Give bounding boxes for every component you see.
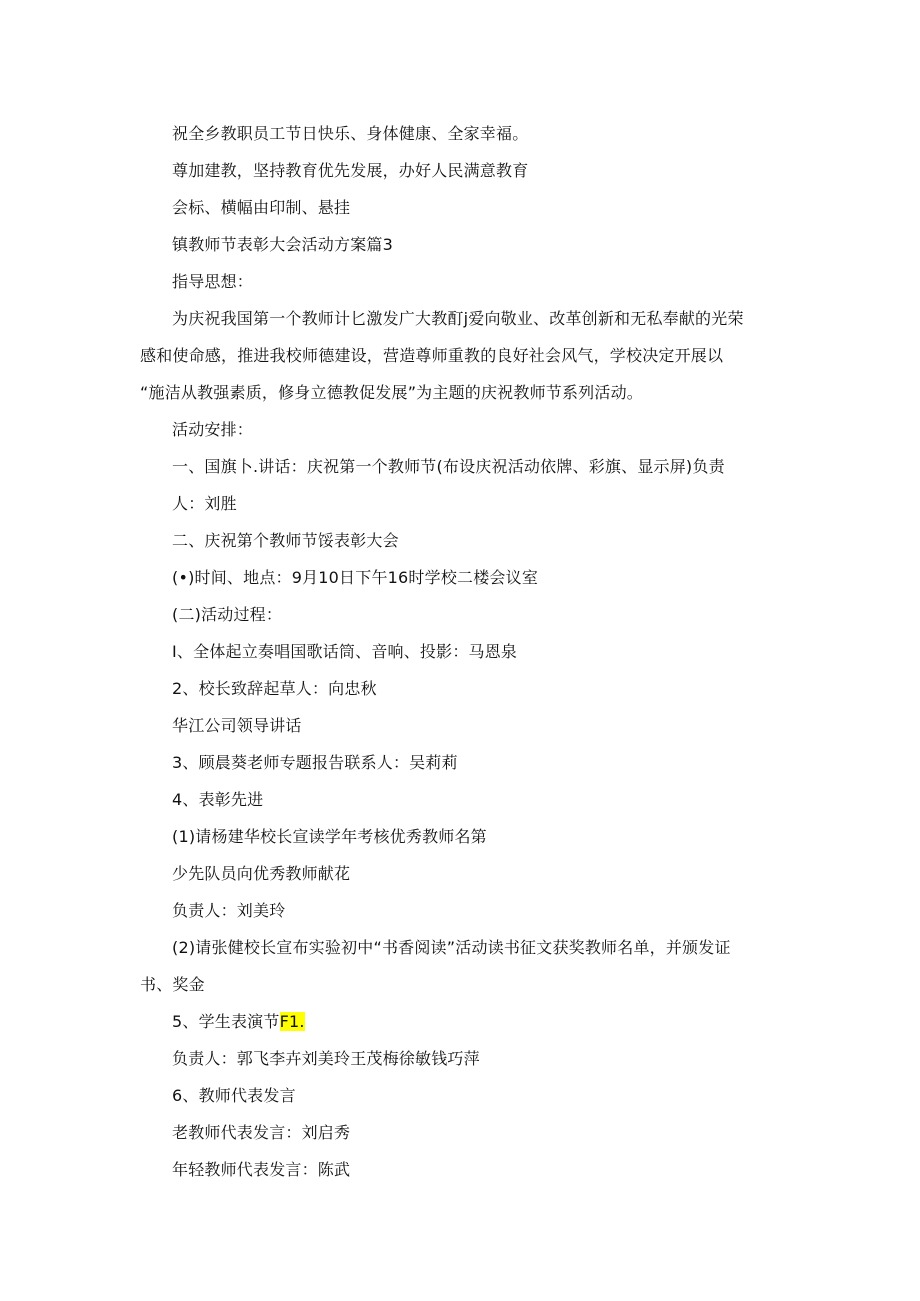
highlighted-text: F1. xyxy=(279,1012,305,1031)
text-line: 祝全乡教职员工节日快乐、身体健康、全家幸福。 xyxy=(172,124,529,143)
text-line: 会标、横幅由印制、悬挂 xyxy=(172,198,351,217)
text-line: 老教师代表发言：刘启秀 xyxy=(172,1123,351,1142)
text-line: 4、表彰先进 xyxy=(172,790,264,809)
section-heading: 镇教师节表彰大会活动方案篇3 xyxy=(172,235,393,254)
text-segment: 5、学生表演节 xyxy=(172,1012,280,1031)
paragraph-line: (2)请张健校长宣布实验初中“书香阅读”活动读书征文获奖教师名单，并颁发证 xyxy=(172,938,731,957)
text-line: 6、教师代表发言 xyxy=(172,1086,296,1105)
text-line: 一、国旗卜.讲话：庆祝第一个教师节(布设庆祝活动依牌、彩旗、显示屏)负责 xyxy=(172,457,725,476)
paragraph-line: 书、奖金 xyxy=(140,975,205,994)
text-line: 3、顾晨葵老师专题报告联系人：吴莉莉 xyxy=(172,753,458,772)
text-line: 负责人：刘美玲 xyxy=(172,901,286,920)
text-line: 活动安排： xyxy=(172,420,254,439)
text-line: 华江公司领导讲话 xyxy=(172,716,302,735)
text-line: (1)请杨建华校长宣读学年考核优秀教师名第 xyxy=(172,827,487,846)
text-line: (二)活动过程： xyxy=(172,605,283,624)
text-line: 人：刘胜 xyxy=(172,494,237,513)
text-line: 二、庆祝第个教师节馁表彰大会 xyxy=(172,531,399,550)
text-line: (•)时间、地点：9月10日下午16时学校二楼会议室 xyxy=(172,568,539,587)
paragraph-line: “施洁从教强素质，修身立德教促发展”为主题的庆祝教师节系列活动。 xyxy=(140,383,643,402)
text-line: I、全体起立奏唱国歌话筒、音响、投影：马恩泉 xyxy=(172,642,518,661)
text-line: 少先队员向优秀教师献花 xyxy=(172,864,351,883)
text-line: 2、校长致辞起草人：向忠秋 xyxy=(172,679,377,698)
text-line: 尊加建教，坚持教育优先发展，办好人民满意教育 xyxy=(172,161,529,180)
paragraph-line: 为庆祝我国第一个教师计匕激发广大教酊j爱向敬业、改革创新和无私奉献的光荣 xyxy=(172,309,744,328)
text-line xyxy=(172,1012,305,1032)
text-line: 负责人：郭飞李卉刘美玲王茂梅徐敏钱巧萍 xyxy=(172,1049,480,1068)
text-line: 年轻教师代表发言：陈武 xyxy=(172,1160,351,1179)
text-line: 指导思想： xyxy=(172,272,254,291)
paragraph-line: 感和使命感，推进我校师德建设，营造尊师重教的良好社会风气，学校决定开展以 xyxy=(140,346,724,365)
